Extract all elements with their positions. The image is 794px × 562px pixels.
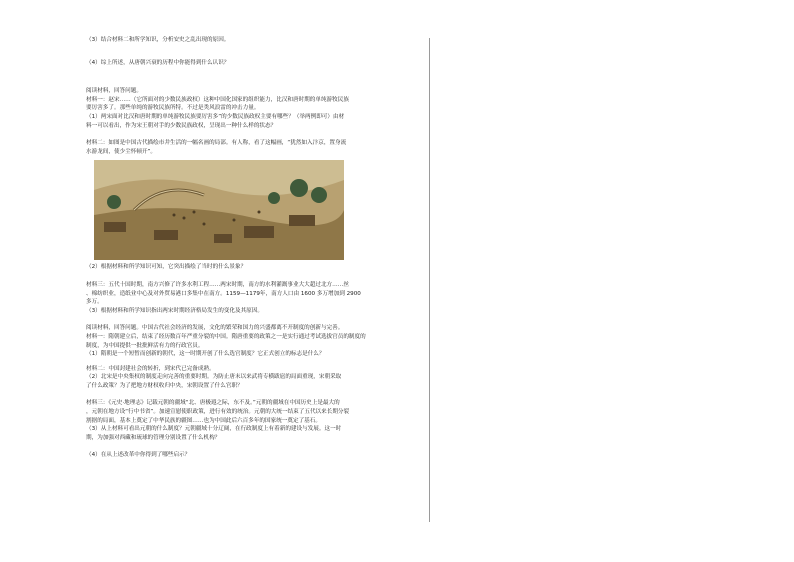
- material-text: 材料二：如图是中国古代描绘市井生活的一幅名画的局部。有人称，看了这幅画，“犹然如入汴京，置身流: [86, 140, 347, 147]
- question-text: （4）在从上述改革中你得到了哪些启示？: [86, 452, 191, 459]
- column-divider: [429, 38, 430, 522]
- question-text: 了什么政策？为了把地方财权收归中央，宋朝设置了什么官职？: [86, 382, 243, 389]
- material-text: 材料一：赵宋……（它所面对的少数民族政权）这种中国化国家的组织能力，比汉和唐时期的单纯游牧民族: [86, 96, 349, 103]
- material-text: 制度，为中国提供一批批鲜活有力的行政官员。: [86, 342, 204, 349]
- material-text: ，元朝在地方设“行中书省”。加速宣慰使职政策，进行有效的统治。元朝的大统一结束了五代以来长期分裂: [86, 409, 350, 416]
- material-text: 水游龙间，使少尘怀顿开”。: [86, 148, 157, 155]
- question-text: （1）隋朝是一个短暂而创新的朝代，这一时期开创了什么选官制度？它正式创立的标志是什么？: [86, 351, 325, 358]
- question-text: （2）北宋是中央集权的制度走向完善的重要时期。为防止唐末以来武将专横跋扈的局面重现，宋朝采取: [86, 374, 342, 381]
- ancient-painting-image: [94, 160, 344, 260]
- question-text: （3）根据材料和所学知识指出两宋时期经济格局发生的变化及其原因。: [86, 307, 263, 314]
- question-text: （3）从上材料可看出元朝的什么制度？元朝疆域十分辽阔，在行政制度上有着新的建设与发展。这一时: [86, 426, 342, 433]
- question-text: 期，为加强对西藏和琉球的管理分别设置了什么机构？: [86, 434, 221, 441]
- material-text: 材料三：五代十国时期，南方兴修了许多水利工程……两宋时期，南方的水利灌溉事业大大超过北方……丝: [86, 281, 349, 288]
- material-text: 要厉害多了。那些单纯的游牧民族所特。不过是类风浪雷的冲击力量。: [86, 105, 260, 112]
- question-text: （4）综上所述，从唐朝兴衰的历程中你能得到什么认识？: [86, 59, 230, 66]
- painting-illustration: [94, 160, 344, 260]
- section-intro: 阅读材料，回答问题。中国古代社会经济的发展，文化的繁荣和国力的兴盛都离不开制度的创新与完善。: [86, 325, 344, 332]
- material-text: 材料二：中国封建社会的转折，到宋代已完备成熟。: [86, 365, 215, 372]
- material-text: 材料三：《元史·地理志》记载元朝的疆域“北、唐极遐之际，东不及。”元朝的疆域在中国历史上是最大的: [86, 400, 340, 407]
- question-text: 料一可以看出，作为宋王朝对手的少数民族政权，呈现出一种什么样的状态？: [86, 122, 277, 129]
- question-text: （3）结合材料二和所学知识，分析安史之乱出现的原因。: [86, 37, 230, 43]
- section-intro: 阅读材料，回答问题。: [86, 88, 142, 95]
- material-text: 多万。: [86, 299, 103, 306]
- question-text: （2）根据材料和所学知识可知，它突出描绘了当时的什么景象？: [86, 264, 247, 271]
- question-text: （1）两宋面对比汉和唐时期的单纯游牧民族要厉害多”的少数民族政权主要有哪些？（举两例即可）由材: [86, 113, 345, 120]
- material-text: 割据的局面，基本上奠定了中华民族的疆图……也为中国此后六百多年的国家统一奠定了基石。: [86, 417, 321, 424]
- material-text: 材料一：隋朝建立后，结束了经历数百年严重分裂的中国。隋唐重要的政策之一是实行通过考试选拔官员的制度的: [86, 333, 366, 340]
- left-column: [86, 36, 418, 460]
- material-text: 、棉纺织业，造纸业中心及对外贸易港口多集中在南方。1159—1179年，南方人口由 1600 多万增加到 2900: [86, 290, 361, 297]
